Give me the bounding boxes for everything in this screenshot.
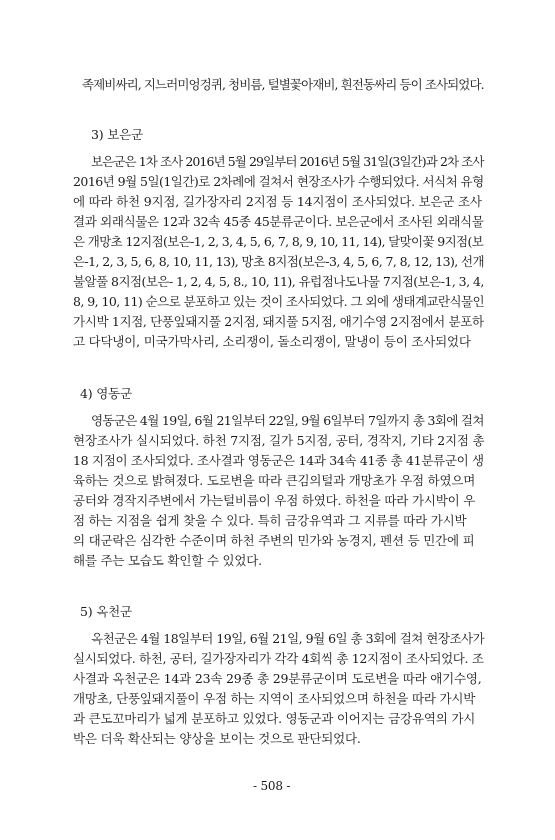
paragraph-line: 박은 더욱 확산되는 양상을 보이는 것으로 판단되었다. — [73, 731, 361, 746]
paragraph-line: 해를 주는 모습도 확인할 수 있었다. — [73, 553, 262, 568]
paragraph-line: 현장조사가 실시되었다. 하천 7지점, 길가 5지점, 공터, 경작지, 기타 2지점 총 — [73, 433, 485, 448]
paragraph-line: 옥천군은 4월 18일부터 19일, 6월 21일, 9월 6일 총 3회에 걸쳐 현장조사가 — [91, 631, 485, 646]
paragraph-line: 은 개망초 12지점(보은-1, 2, 3, 4, 5, 6, 7, 8, 9, 10, 11, 14), 달맞이꽃 9지점(보 — [73, 234, 484, 249]
paragraph-line: 과 큰도꼬마리가 넓게 분포하고 있었다. 영동군과 이어지는 금강유역의 가시 — [73, 711, 476, 726]
section-heading-boeun: 3) 보은군 — [91, 127, 143, 142]
paragraph-line: 불알풀 8지점(보은- 1, 2, 4, 5, 8., 10, 11), 유럽점나도나물 7지점(보은-1, 3, 4, — [73, 274, 484, 289]
paragraph-line: 결과 외래식물은 12과 32속 45종 45분류군이다. 보은군에서 조사된 외래식물 — [73, 214, 484, 229]
paragraph-line: 공터와 경작지주변에서 가는털비름이 우점 하였다. 하천을 따라 가시박이 우 — [73, 493, 476, 508]
paragraph-line: 개망초, 단풍잎돼지풀이 우점 하는 지역이 조사되었으며 하천을 따라 가시박 — [73, 691, 476, 706]
paragraph-line: 점 하는 지점을 쉽게 찾을 수 있다. 특히 금강유역과 그 지류를 따라 가시박 — [73, 513, 467, 528]
paragraph-line: 보은군은 1차 조사 2016년 5월 29일부터 2016년 5월 31일(3일간)과 2차 조사 — [91, 154, 484, 169]
paragraph-line: 은-1, 2, 3, 5, 6, 8, 10, 11, 13), 망초 8지점(보은-3, 4, 5, 6, 7, 8, 12, 13), 선개 — [73, 254, 484, 269]
paragraph-line: 8, 9, 10, 11) 순으로 분포하고 있는 것이 조사되었다. 그 외에 생태계교란식물인 — [73, 294, 485, 309]
intro-line: 족제비싸리, 지느러미엉겅퀴, 청비름, 털별꽃아재비, 흰전동싸리 등이 조사되었다. — [82, 77, 484, 92]
paragraph-line: 에 따라 하천 9지점, 길가장자리 2지점 등 14지점이 조사되었다. 보은군 조사 — [73, 194, 482, 209]
paragraph-line: 사결과 옥천군은 14과 23속 29종 총 29분류군이며 도로변을 따라 애기수영, — [73, 671, 482, 686]
paragraph-line: 2016년 9월 5일(1일간)로 2차례에 걸쳐서 현장조사가 수행되었다. 서식처 유형 — [73, 174, 484, 189]
page-number: - 508 - — [253, 779, 291, 793]
paragraph-line: 육하는 것으로 밝혀졌다. 도로변을 따라 큰김의털과 개망초가 우점 하였으며 — [73, 473, 476, 488]
paragraph-line: 영동군은 4월 19일, 6월 21일부터 22일, 9월 6일부터 7일까지 총 3회에 걸쳐 — [91, 413, 484, 428]
section-heading-yeongdong: 4) 영동군 — [80, 386, 132, 401]
section-heading-okcheon: 5) 옥천군 — [80, 604, 132, 619]
paragraph-line: 가시박 1지점, 단풍잎돼지풀 2지점, 돼지풀 5지점, 애기수영 2지점에서 분포하 — [73, 314, 484, 329]
paragraph-line: 18 지점이 조사되었다. 조사결과 영동군은 14과 34속 41종 총 41분류군이 생 — [73, 453, 484, 468]
paragraph-line: 의 대군락은 심각한 수준이며 하천 주변의 민가와 농경지, 펜션 등 민간에 피 — [73, 533, 475, 548]
paragraph-line: 고 다닥냉이, 미국가막사리, 소리쟁이, 돌소리쟁이, 말냉이 등이 조사되었다 — [73, 334, 471, 349]
paragraph-line: 실시되었다. 하천, 공터, 길가장자리가 각각 4회씩 총 12지점이 조사되었다. 조 — [73, 651, 484, 666]
